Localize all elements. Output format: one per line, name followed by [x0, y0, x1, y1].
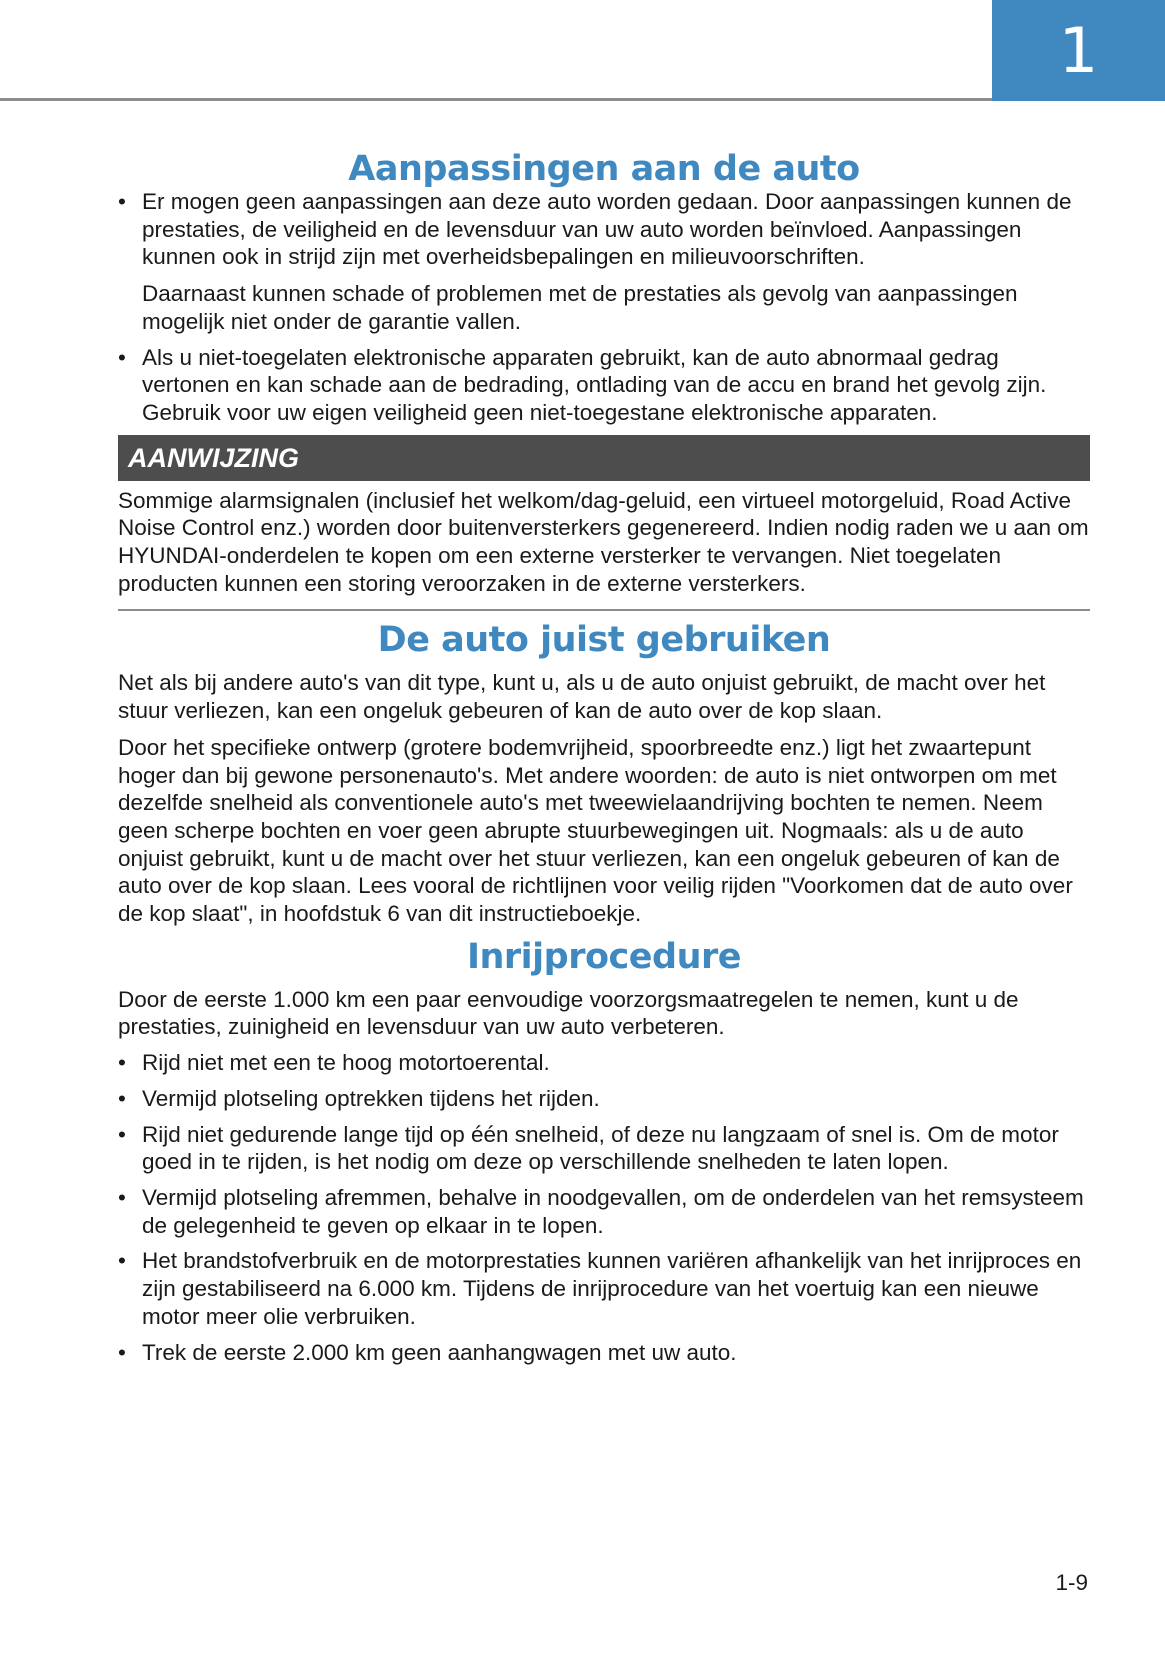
bullet-icon: • — [118, 1184, 126, 1210]
bullet-icon: • — [118, 344, 126, 370]
correct-use-paragraph: Door het specifieke ontwerp (grotere bodemvrijheid, spoorbreedte enz.) ligt het zwaartepunt hoger dan bij gewone personenauto's. Met andere woorden: de auto is niet ontworpen om met dezelfde snelheid als conventionele auto's met tweewielaandrijving bochten te nemen. Neem geen scherpe bochten en voer geen abrupte stuurbewegingen uit. Nogmaals: als u de auto onjuist gebruikt, kunt u de macht over het stuur verliezen, kan een ongeluk gebeuren of kan de auto over de kop slaan. Lees vooral de richtlijnen voor veilig rijden "Voorkomen dat de auto over de kop slaat", in hoofdstuk 6 van dit instructieboekje. — [118, 734, 1073, 927]
bullet-subparagraph: Daarnaast kunnen schade of problemen met de prestaties als gevolg van aanpassingen mogelijk niet onder de garantie vallen. — [142, 281, 1018, 334]
note-body: Sommige alarmsignalen (inclusief het welkom/dag-geluid, een virtueel motorgeluid, Road Active Noise Control enz.) worden door buitenversterkers gegenereerd. Indien nodig raden we u aan om HYUNDAI-onderdelen te kopen om een externe versterker te vervangen. Niet toegelaten producten kunnen een storing veroorzaken in de externe versterkers. — [118, 487, 1089, 596]
bullet-text: Trek de eerste 2.000 km geen aanhangwagen met uw auto. — [142, 1339, 737, 1365]
bullet-text: Vermijd plotseling afremmen, behalve in noodgevallen, om de onderdelen van het remsysteem de gelegenheid te geven op elkaar in te lopen. — [142, 1184, 1084, 1238]
list-item — [118, 1121, 1090, 1176]
section-title-modifications: Aanpassingen aan de auto — [348, 149, 860, 189]
header-rule — [0, 98, 992, 101]
bullet-text: Vermijd plotseling optrekken tijdens het rijden. — [142, 1085, 600, 1111]
bullet-text: Rijd niet gedurende lange tijd op één snelheid, of deze nu langzaam of snel is. Om de motor goed in te rijden, is het nodig om deze op verschillende snelheden te laten lopen. — [142, 1121, 1059, 1175]
bullet-icon: • — [118, 1248, 126, 1274]
correct-use-paragraph: Net als bij andere auto's van dit type, kunt u, als u de auto onjuist gebruikt, de macht over het stuur verliezen, kan een ongeluk gebeuren of kan de auto over de kop slaan. — [118, 670, 1046, 724]
list-item — [118, 1247, 1090, 1330]
break-in-list — [118, 1049, 1090, 1366]
section-title-correct-use: De auto juist gebruiken — [377, 620, 831, 661]
chapter-tab: 1 — [992, 0, 1165, 101]
list-item — [118, 1184, 1090, 1239]
bullet-text: Het brandstofverbruik en de motorprestaties kunnen variëren afhankelijk van het inrijproces en zijn gestabiliseerd na 6.000 km. Tijdens de inrijprocedure van het voertuig kan een nieuwe motor meer olie verbruiken. — [142, 1248, 1082, 1329]
modifications-list — [118, 188, 1090, 427]
list-item — [118, 1085, 1090, 1113]
bullet-text: Als u niet-toegelaten elektronische apparaten gebruikt, kan de auto abnormaal gedrag vertonen en kan schade aan de bedrading, ontlading van de accu en brand het gevolg zijn. Gebruik voor uw eigen veiligheid geen niet-toegestane elektronische apparaten. — [142, 344, 1047, 425]
bullet-icon: • — [118, 189, 126, 214]
break-in-intro: Door de eerste 1.000 km een paar eenvoudige voorzorgsmaatregelen te nemen, kunt u de prestaties, zuinigheid en levensduur van uw auto verbeteren. — [118, 986, 1019, 1040]
bullet-icon: • — [118, 1121, 126, 1147]
list-item — [118, 188, 1090, 336]
page-number: 1-9 — [1055, 1570, 1088, 1595]
bullet-icon: • — [118, 1050, 126, 1076]
list-item — [118, 1339, 1090, 1367]
note-header: AANWIJZING — [118, 435, 1090, 481]
page-content — [118, 140, 1090, 1374]
list-item — [118, 1049, 1090, 1077]
bullet-icon: • — [118, 1339, 126, 1365]
bullet-icon: • — [118, 1085, 126, 1111]
list-item — [118, 344, 1090, 427]
section-title-break-in: Inrijprocedure — [466, 936, 741, 977]
bullet-text: Rijd niet met een te hoog motortoerental. — [142, 1050, 550, 1076]
bullet-text: Er mogen geen aanpassingen aan deze auto worden gedaan. Door aanpassingen kunnen de prestaties, de veiligheid en de levensduur van uw auto worden beïnvloed. Aanpassingen kunnen ook in strijd zijn met overheidsbepalingen en milieuvoorschriften. — [142, 189, 1072, 270]
